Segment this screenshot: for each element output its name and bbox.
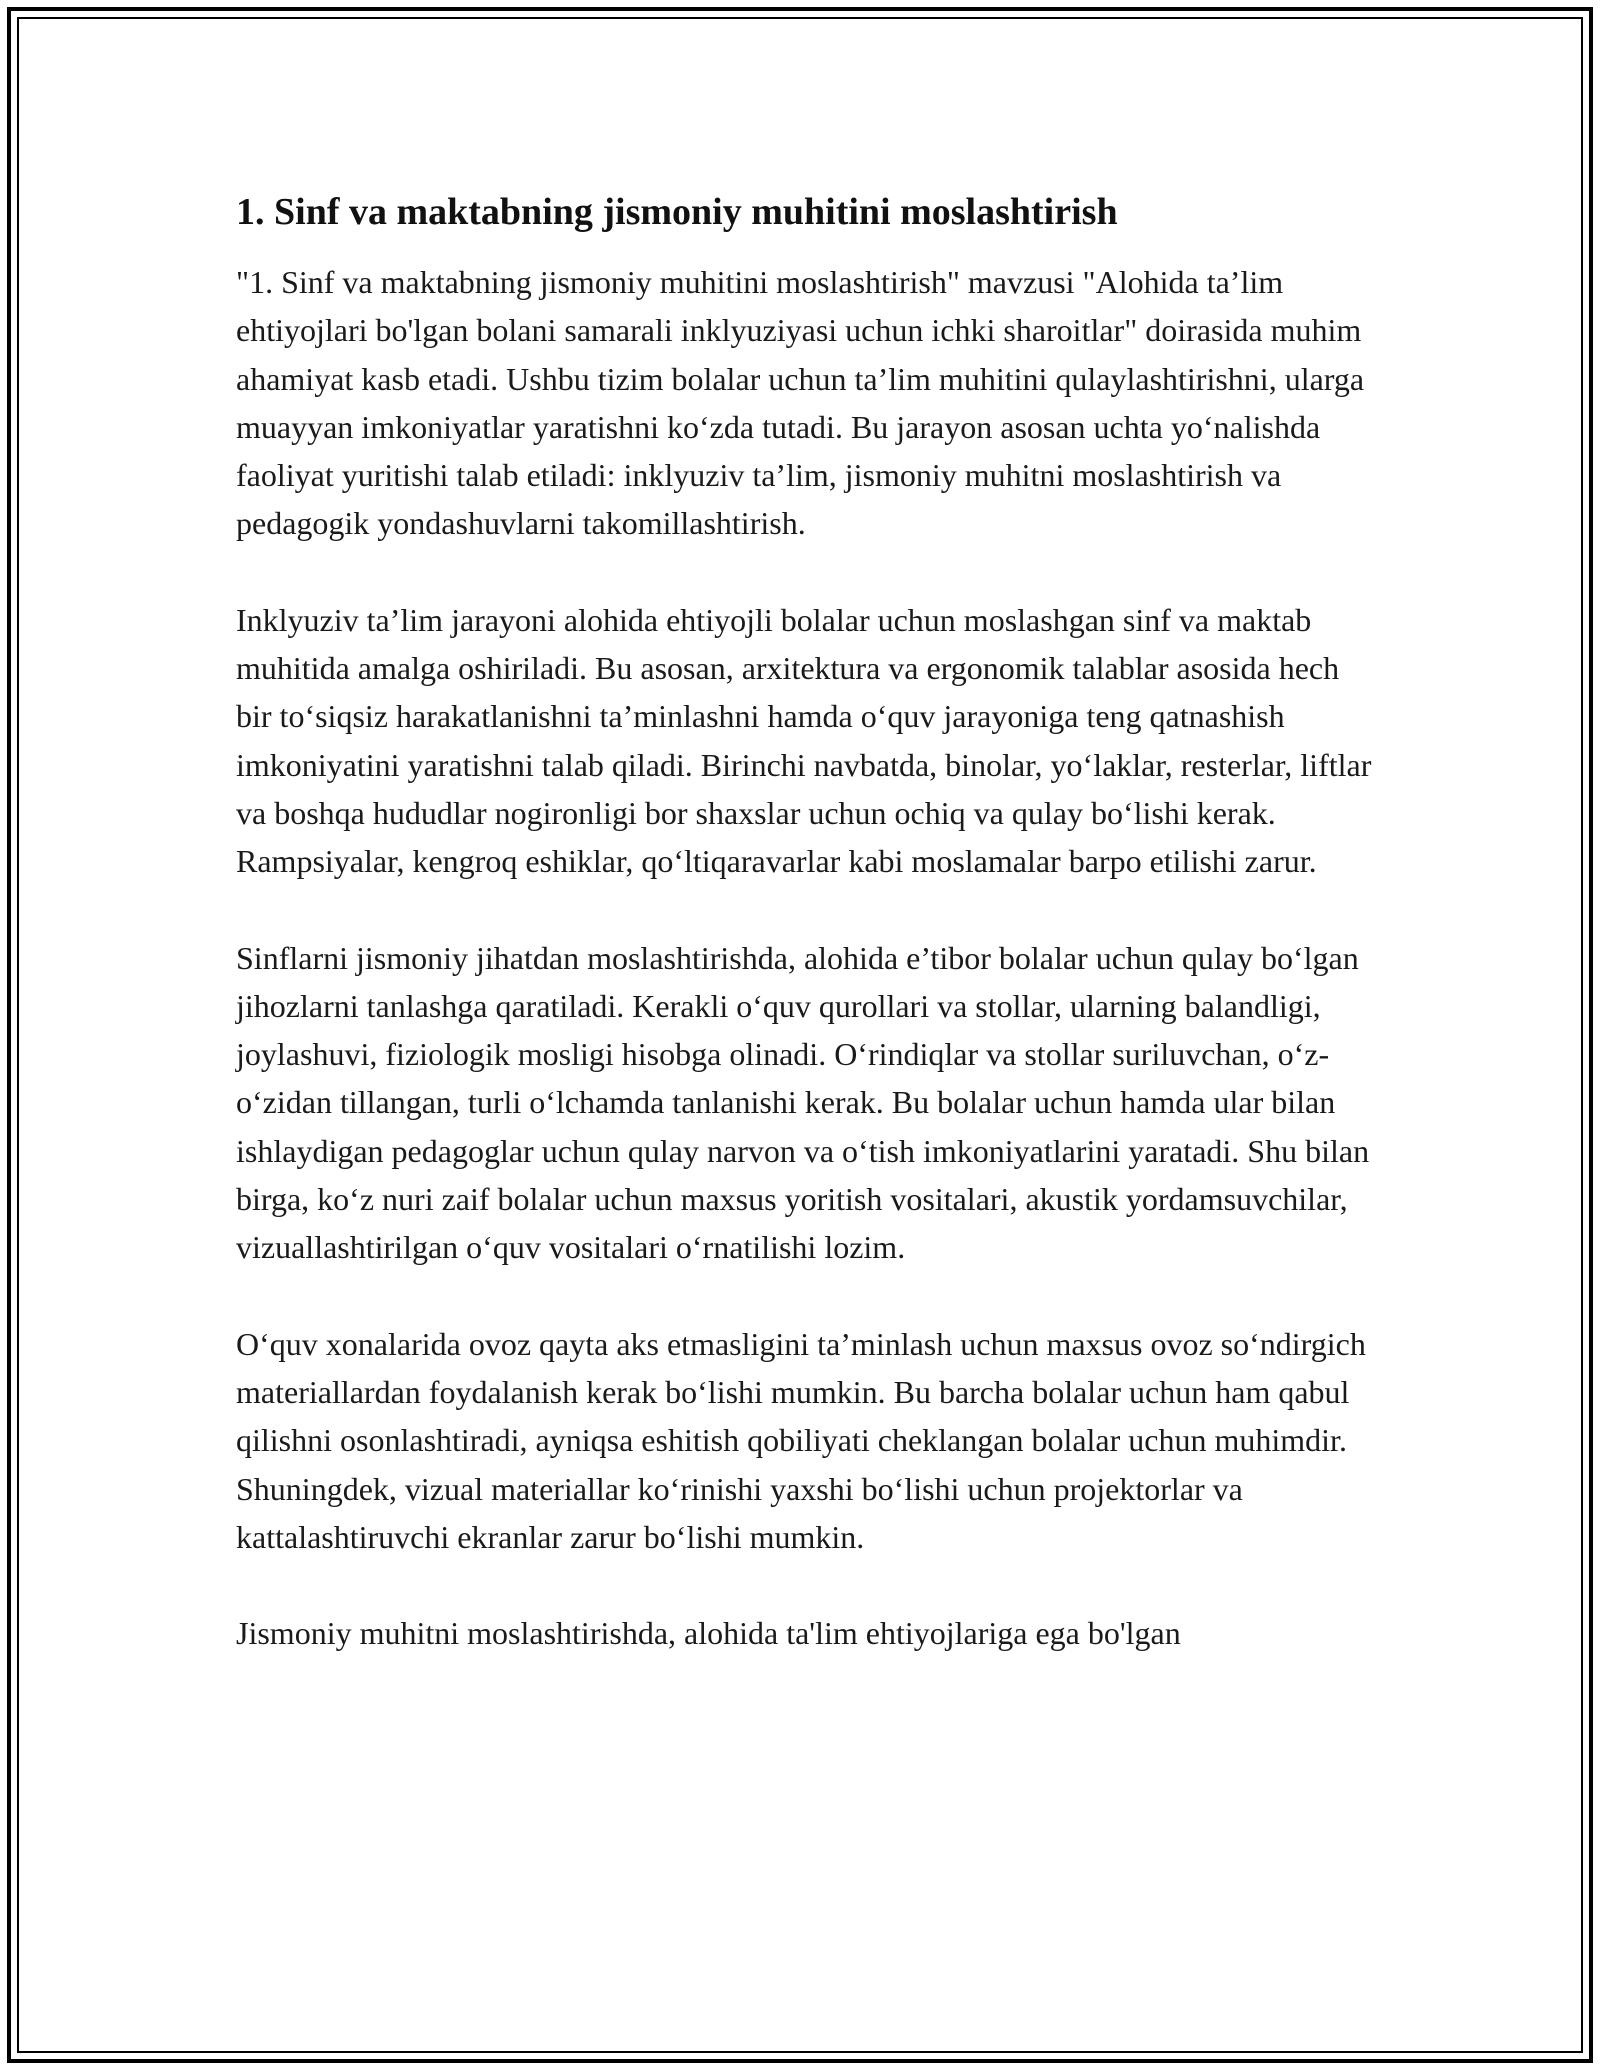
document-body bbox=[236, 186, 1376, 1705]
paragraph-1: "1. Sinf va maktabning jismoniy muhitini moslashtirish" mavzusi "Alohida ta’lim ehtiyojlari bo'lgan bolani samarali inklyuziyasi uchun ichki sharoitlar" doirasida muhim ahamiyat kasb etadi. Ushbu tizim bolalar uchun ta’lim muhitini qulaylashtirishni, ularga muayyan imkoniyatlar yaratishni ko‘zda tutadi. Bu jarayon asosan uchta yo‘nalishda faoliyat yuritishi talab etiladi: inklyuziv ta’lim, jismoniy muhitni moslashtirish va pedagogik yondashuvlarni takomillashtirish. bbox=[236, 264, 1365, 542]
paragraph-3: Sinflarni jismoniy jihatdan moslashtirishda, alohida e’tibor bolalar uchun qulay bo‘lgan jihozlarni tanlashga qaratiladi. Kerakli o‘quv qurollari va stollar, ularning balandligi, joylashuvi, fiziologik mosligi hisobga olinadi. O‘rindiqlar va stollar suriluvchan, o‘z-o‘zidan tillangan, turli o‘lchamda tanlanishi kerak. Bu bolalar uchun hamda ular bilan ishlaydigan pedagoglar uchun qulay narvon va o‘tish imkoniyatlarini yaratadi. Shu bilan birga, ko‘z nuri zaif bolalar uchun maxsus yoritish vositalari, akustik yordamsuvchilar, vizuallashtirilgan o‘quv vositalari o‘rnatilishi lozim. bbox=[236, 939, 1370, 1266]
paragraph-2: Inklyuziv ta’lim jarayoni alohida ehtiyojli bolalar uchun moslashgan sinf va maktab muhitida amalga oshiriladi. Bu asosan, arxitektura va ergonomik talablar asosida hech bir to‘siqsiz harakatlanishni ta’minlashni hamda o‘quv jarayoniga teng qatnashish imkoniyatini yaratishni talab qiladi. Birinchi navbatda, binolar, yo‘laklar, resterlar, liftlar va boshqa hududlar nogironligi bor shaxslar uchun ochiq va qulay bo‘lishi kerak. Rampsiyalar, kengroq eshiklar, qo‘ltiqaravarlar kabi moslamalar barpo etilishi zarur. bbox=[236, 601, 1372, 880]
document-title: 1. Sinf va maktabning jismoniy muhitini moslashtirish bbox=[236, 191, 1118, 233]
paragraph-5: Jismoniy muhitni moslashtirishda, alohida ta'lim ehtiyojlariga ega bo'lgan bbox=[236, 1615, 1181, 1652]
paragraph-4: O‘quv xonalarida ovoz qayta aks etmasligini ta’minlash uchun maxsus ovoz so‘ndirgich materiallardan foydalanish kerak bo‘lishi mumkin. Bu barcha bolalar uchun ham qabul qilishni osonlashtiradi, ayniqsa eshitish qobiliyati cheklangan bolalar uchun muhimdir. Shuningdek, vizual materiallar ko‘rinishi yaxshi bo‘lishi uchun projektorlar va kattalashtiruvchi ekranlar zarur bo‘lishi mumkin. bbox=[236, 1325, 1366, 1555]
